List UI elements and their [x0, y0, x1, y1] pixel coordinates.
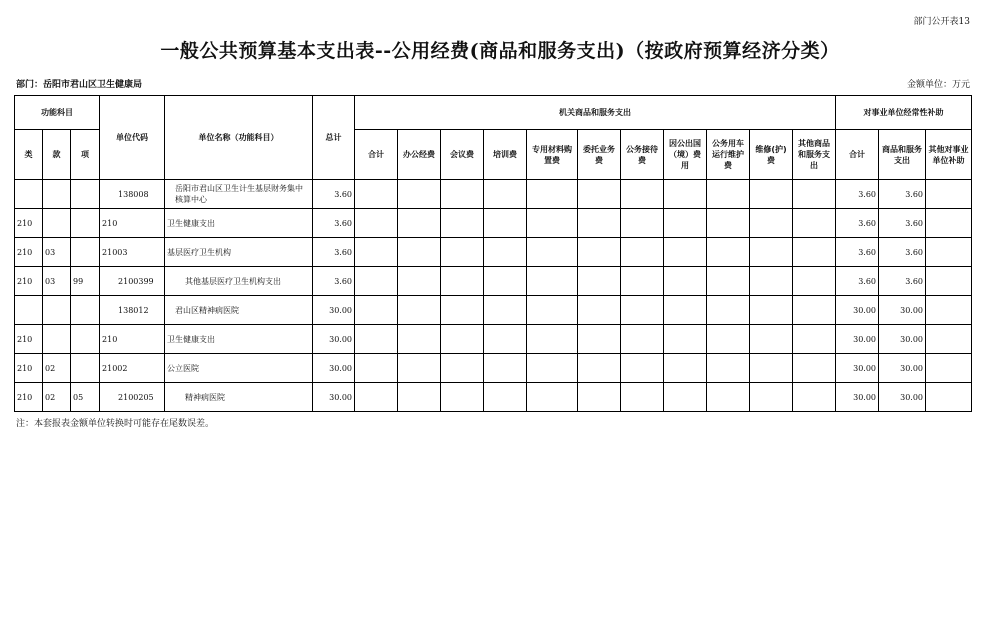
unit-name-cell: 其他基层医疗卫生机构支出: [165, 267, 313, 296]
agency-expense-cell: [621, 325, 664, 354]
agency-expense-cell: [707, 354, 750, 383]
func-subject-header: 功能科目: [15, 96, 100, 130]
agency-group-header: 机关商品和服务支出: [355, 96, 836, 130]
agency-col-header: 专用材料购置费: [527, 130, 578, 180]
agency-expense-cell: [398, 354, 441, 383]
kuan-cell: [43, 296, 71, 325]
unit-name-cell: 公立医院: [165, 354, 313, 383]
lei-cell: 210: [15, 209, 43, 238]
unit-name-cell: 精神病医院: [165, 383, 313, 412]
agency-col-header: 办公经费: [398, 130, 441, 180]
budget-table: [14, 95, 972, 412]
agency-expense-cell: [484, 238, 527, 267]
agency-expense-cell: [527, 180, 578, 209]
unit-code-cell: 21003: [100, 238, 165, 267]
unit-code-cell: 210: [100, 209, 165, 238]
subsidy-other-cell: [926, 180, 972, 209]
table-row: [15, 383, 972, 412]
agency-expense-cell: [484, 383, 527, 412]
agency-expense-cell: [707, 296, 750, 325]
agency-expense-cell: [355, 180, 398, 209]
footnote: 注：本套报表金额单位转换时可能存在尾数误差。: [16, 419, 215, 429]
unit-code-cell: 210: [100, 325, 165, 354]
agency-expense-cell: [621, 296, 664, 325]
total-cell: 3.60: [313, 209, 355, 238]
xiang-cell: [71, 354, 100, 383]
agency-col-header: 维修(护)费: [750, 130, 793, 180]
agency-expense-cell: [793, 354, 836, 383]
agency-expense-cell: [707, 209, 750, 238]
unit-name-cell: 卫生健康支出: [165, 209, 313, 238]
table-row: [15, 180, 972, 209]
department-label: 部门：岳阳市君山区卫生健康局: [16, 80, 143, 90]
kuan-cell: 02: [43, 383, 71, 412]
unit-name-cell: 基层医疗卫生机构: [165, 238, 313, 267]
agency-col-header: 因公出国（境）费用: [664, 130, 707, 180]
agency-expense-cell: [578, 180, 621, 209]
agency-col-header: 公务接待费: [621, 130, 664, 180]
subsidy-goods-cell: 3.60: [879, 180, 926, 209]
agency-expense-cell: [793, 383, 836, 412]
agency-expense-cell: [621, 267, 664, 296]
xiang-header: 项: [71, 130, 100, 180]
agency-col-header: 其他商品和服务支出: [793, 130, 836, 180]
agency-expense-cell: [441, 383, 484, 412]
page-title: 一般公共预算基本支出表--公用经费(商品和服务支出)（按政府预算经济分类）: [160, 40, 840, 62]
subsidy-goods-cell: 30.00: [879, 383, 926, 412]
agency-col-header: 委托业务费: [578, 130, 621, 180]
subsidy-goods-cell: 3.60: [879, 267, 926, 296]
xiang-cell: [71, 209, 100, 238]
agency-expense-cell: [441, 267, 484, 296]
agency-expense-cell: [441, 354, 484, 383]
unit-name-header: 单位名称（功能科目）: [165, 96, 313, 180]
agency-expense-cell: [355, 296, 398, 325]
subsidy-goods-cell: 30.00: [879, 354, 926, 383]
xiang-cell: 99: [71, 267, 100, 296]
subsidy-total-cell: 3.60: [836, 209, 879, 238]
subsidy-other-cell: [926, 383, 972, 412]
agency-expense-cell: [621, 238, 664, 267]
agency-expense-cell: [441, 209, 484, 238]
xiang-cell: [71, 238, 100, 267]
agency-expense-cell: [398, 325, 441, 354]
agency-col-header: 培训费: [484, 130, 527, 180]
agency-expense-cell: [484, 354, 527, 383]
subsidy-goods-cell: 30.00: [879, 296, 926, 325]
subsidy-goods-cell: 3.60: [879, 209, 926, 238]
agency-expense-cell: [578, 209, 621, 238]
agency-expense-cell: [793, 209, 836, 238]
xiang-cell: [71, 180, 100, 209]
total-cell: 30.00: [313, 296, 355, 325]
total-cell: 3.60: [313, 238, 355, 267]
unit-name-cell: 君山区精神病医院: [165, 296, 313, 325]
agency-expense-cell: [621, 180, 664, 209]
unit-name-cell: 岳阳市君山区卫生计生基层财务集中核算中心: [165, 180, 313, 209]
agency-expense-cell: [527, 209, 578, 238]
agency-expense-cell: [750, 267, 793, 296]
agency-expense-cell: [355, 238, 398, 267]
xiang-cell: 05: [71, 383, 100, 412]
agency-expense-cell: [398, 180, 441, 209]
agency-expense-cell: [707, 383, 750, 412]
subsidy-total-cell: 30.00: [836, 354, 879, 383]
total-cell: 30.00: [313, 354, 355, 383]
unit-code-cell: 2100399: [100, 267, 165, 296]
subsidy-total-cell: 30.00: [836, 383, 879, 412]
agency-expense-cell: [707, 180, 750, 209]
kuan-header: 款: [43, 130, 71, 180]
kuan-cell: [43, 209, 71, 238]
table-row: [15, 238, 972, 267]
agency-expense-cell: [484, 209, 527, 238]
agency-expense-cell: [793, 180, 836, 209]
subsidy-other-cell: [926, 296, 972, 325]
agency-expense-cell: [793, 296, 836, 325]
subsidy-other-cell: [926, 354, 972, 383]
unit-code-cell: 138008: [100, 180, 165, 209]
agency-expense-cell: [621, 354, 664, 383]
agency-expense-cell: [707, 325, 750, 354]
agency-expense-cell: [750, 325, 793, 354]
agency-expense-cell: [621, 383, 664, 412]
agency-expense-cell: [664, 354, 707, 383]
agency-expense-cell: [527, 296, 578, 325]
agency-expense-cell: [355, 383, 398, 412]
agency-expense-cell: [441, 238, 484, 267]
kuan-cell: 03: [43, 238, 71, 267]
agency-expense-cell: [578, 267, 621, 296]
agency-expense-cell: [664, 267, 707, 296]
subsidy-col-header: 商品和服务支出: [879, 130, 926, 180]
subsidy-total-cell: 30.00: [836, 325, 879, 354]
subsidy-total-cell: 3.60: [836, 238, 879, 267]
agency-expense-cell: [398, 209, 441, 238]
agency-expense-cell: [527, 267, 578, 296]
unit-code-cell: 2100205: [100, 383, 165, 412]
agency-expense-cell: [750, 383, 793, 412]
agency-expense-cell: [750, 354, 793, 383]
xiang-cell: [71, 325, 100, 354]
subsidy-col-header: 合计: [836, 130, 879, 180]
agency-expense-cell: [527, 354, 578, 383]
lei-header: 类: [15, 130, 43, 180]
kuan-cell: 02: [43, 354, 71, 383]
agency-expense-cell: [398, 267, 441, 296]
subsidy-total-cell: 30.00: [836, 296, 879, 325]
agency-expense-cell: [355, 325, 398, 354]
unit-code-cell: 138012: [100, 296, 165, 325]
table-row: [15, 354, 972, 383]
table-row: [15, 209, 972, 238]
total-cell: 30.00: [313, 325, 355, 354]
kuan-cell: [43, 180, 71, 209]
subsidy-goods-cell: 30.00: [879, 325, 926, 354]
agency-expense-cell: [578, 325, 621, 354]
lei-cell: [15, 180, 43, 209]
agency-expense-cell: [484, 325, 527, 354]
total-header: 总计: [313, 96, 355, 180]
lei-cell: 210: [15, 383, 43, 412]
agency-expense-cell: [578, 383, 621, 412]
agency-col-header: 公务用车运行维护费: [707, 130, 750, 180]
agency-expense-cell: [793, 267, 836, 296]
agency-expense-cell: [664, 180, 707, 209]
total-cell: 3.60: [313, 180, 355, 209]
subsidy-other-cell: [926, 238, 972, 267]
agency-expense-cell: [398, 238, 441, 267]
unit-code-header: 单位代码: [100, 96, 165, 180]
agency-col-header: 合计: [355, 130, 398, 180]
agency-col-header: 会议费: [441, 130, 484, 180]
agency-expense-cell: [793, 238, 836, 267]
table-row: [15, 296, 972, 325]
subsidy-group-header: 对事业单位经常性补助: [836, 96, 972, 130]
table-row: [15, 267, 972, 296]
agency-expense-cell: [355, 267, 398, 296]
subsidy-total-cell: 3.60: [836, 180, 879, 209]
lei-cell: [15, 296, 43, 325]
subsidy-other-cell: [926, 267, 972, 296]
agency-expense-cell: [398, 383, 441, 412]
agency-expense-cell: [664, 383, 707, 412]
agency-expense-cell: [441, 180, 484, 209]
table-row: [15, 325, 972, 354]
unit-code-cell: 21002: [100, 354, 165, 383]
total-cell: 30.00: [313, 383, 355, 412]
agency-expense-cell: [621, 209, 664, 238]
agency-expense-cell: [664, 296, 707, 325]
total-cell: 3.60: [313, 267, 355, 296]
agency-expense-cell: [707, 238, 750, 267]
agency-expense-cell: [484, 180, 527, 209]
agency-expense-cell: [750, 209, 793, 238]
agency-expense-cell: [441, 325, 484, 354]
agency-expense-cell: [578, 354, 621, 383]
amount-unit-label: 金额单位：万元: [906, 80, 970, 90]
agency-expense-cell: [398, 296, 441, 325]
lei-cell: 210: [15, 354, 43, 383]
agency-expense-cell: [664, 325, 707, 354]
table-code: 部门公开表13: [913, 17, 970, 27]
agency-expense-cell: [707, 267, 750, 296]
agency-expense-cell: [484, 267, 527, 296]
xiang-cell: [71, 296, 100, 325]
agency-expense-cell: [484, 296, 527, 325]
kuan-cell: 03: [43, 267, 71, 296]
subsidy-total-cell: 3.60: [836, 267, 879, 296]
agency-expense-cell: [750, 238, 793, 267]
kuan-cell: [43, 325, 71, 354]
subsidy-col-header: 其他对事业单位补助: [926, 130, 972, 180]
agency-expense-cell: [355, 354, 398, 383]
agency-expense-cell: [578, 238, 621, 267]
agency-expense-cell: [664, 238, 707, 267]
subsidy-goods-cell: 3.60: [879, 238, 926, 267]
lei-cell: 210: [15, 267, 43, 296]
agency-expense-cell: [750, 296, 793, 325]
lei-cell: 210: [15, 238, 43, 267]
agency-expense-cell: [750, 180, 793, 209]
agency-expense-cell: [441, 296, 484, 325]
agency-expense-cell: [527, 238, 578, 267]
subsidy-other-cell: [926, 209, 972, 238]
agency-expense-cell: [527, 325, 578, 354]
unit-name-cell: 卫生健康支出: [165, 325, 313, 354]
lei-cell: 210: [15, 325, 43, 354]
agency-expense-cell: [355, 209, 398, 238]
agency-expense-cell: [578, 296, 621, 325]
subsidy-other-cell: [926, 325, 972, 354]
agency-expense-cell: [527, 383, 578, 412]
agency-expense-cell: [664, 209, 707, 238]
agency-expense-cell: [793, 325, 836, 354]
